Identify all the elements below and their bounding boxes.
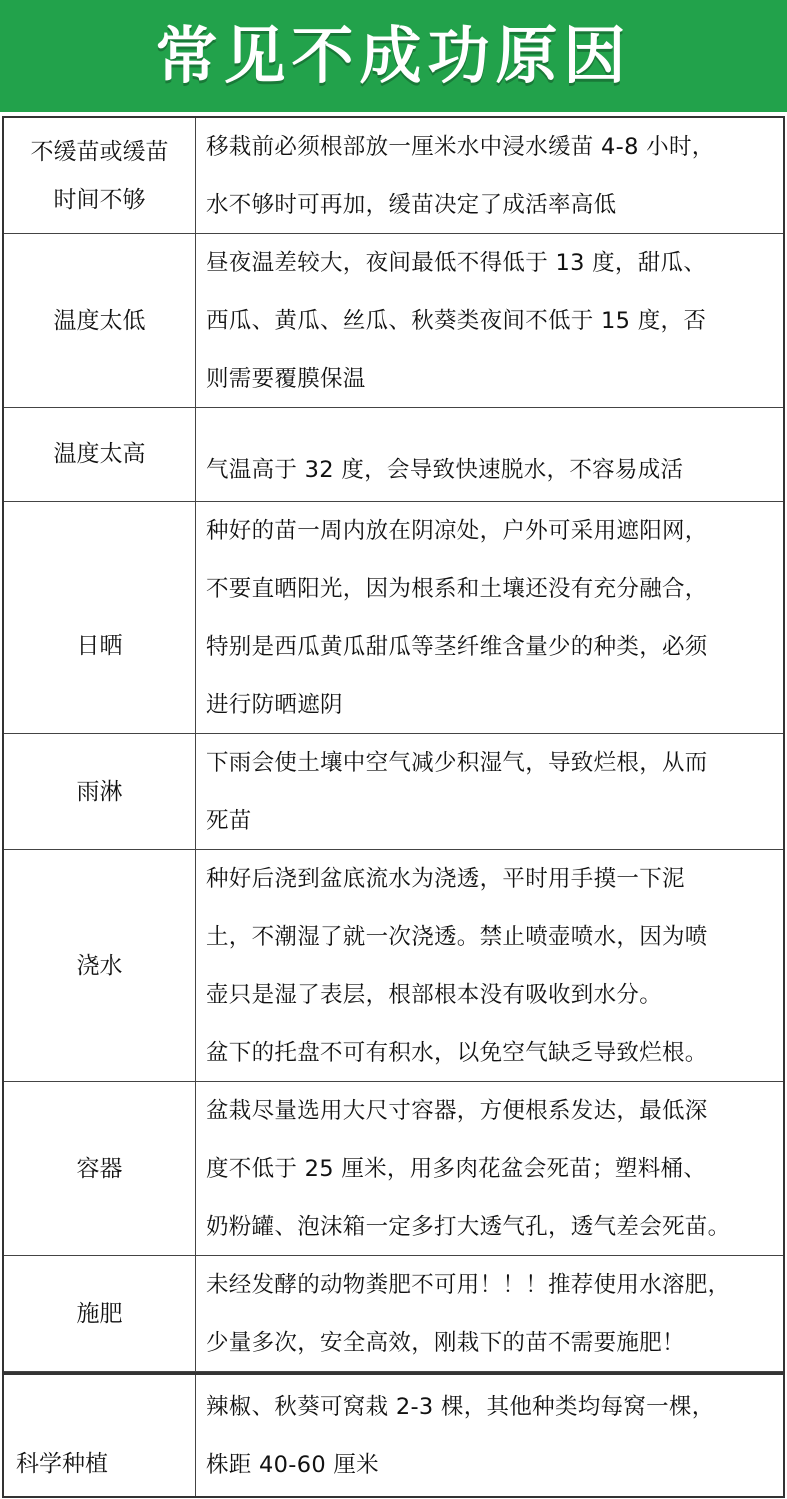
row-label (4, 118, 196, 233)
row-label (4, 1082, 196, 1255)
row-label (4, 234, 196, 407)
table-row (4, 1082, 783, 1256)
row-label-line: 容器 (76, 1155, 123, 1182)
row-label-line: 温度太高 (53, 441, 146, 467)
table-row (4, 234, 783, 408)
description-line: 少量多次，安全高效，刚栽下的苗不需要施肥！ (206, 1329, 685, 1356)
table-row (4, 408, 783, 502)
row-description (196, 1375, 783, 1496)
row-description (196, 408, 783, 501)
description-line: 下雨会使土壤中空气减少积湿气，导致烂根，从而 (206, 749, 708, 776)
row-description (196, 1082, 783, 1255)
description-line: 度不低于 25 厘米，用多肉花盆会死苗；塑料桶、 (206, 1155, 707, 1182)
table-row (4, 1372, 783, 1496)
row-label (4, 1256, 196, 1371)
description-line: 不要直晒阳光，因为根系和土壤还没有充分融合， (206, 575, 708, 602)
row-label-line: 科学种植 (16, 1451, 108, 1477)
description-line: 奶粉罐、泡沫箱一定多打大透气孔，透气差会死苗。 (206, 1213, 731, 1240)
row-label (4, 850, 196, 1081)
row-label-line: 日晒 (76, 632, 123, 659)
description-line: 则需要覆膜保温 (206, 365, 366, 392)
row-label-line: 浇水 (76, 952, 123, 979)
description-line: 未经发酵的动物粪肥不可用！！！推荐使用水溶肥， (206, 1271, 731, 1298)
description-line: 移栽前必须根部放一厘米水中浸水缓苗 4-8 小时， (206, 133, 715, 160)
row-description (196, 118, 783, 233)
row-label-line: 施肥 (76, 1300, 123, 1327)
description-line: 进行防晒遮阴 (206, 691, 343, 718)
row-label-line: 不缓苗或缓苗 (30, 138, 169, 165)
description-line: 昼夜温差较大，夜间最低不得低于 13 度，甜瓜、 (206, 249, 707, 276)
description-line: 特别是西瓜黄瓜甜瓜等茎纤维含量少的种类，必须 (206, 633, 708, 660)
table-row (4, 118, 783, 234)
row-description (196, 502, 783, 733)
row-label-line: 温度太低 (53, 307, 146, 334)
row-label (4, 408, 196, 501)
table-row (4, 734, 783, 850)
table-row (4, 502, 783, 734)
description-line: 辣椒、秋葵可窝栽 2-3 棵，其他种类均每窝一棵， (206, 1393, 715, 1420)
table-row (4, 850, 783, 1082)
description-line: 土，不潮湿了就一次浇透。禁止喷壶喷水，因为喷 (206, 923, 708, 950)
row-description (196, 850, 783, 1081)
description-line: 死苗 (206, 807, 252, 834)
row-description (196, 234, 783, 407)
description-line: 西瓜、黄瓜、丝瓜、秋葵类夜间不低于 15 度，否 (206, 307, 707, 334)
description-line: 种好后浇到盆底流水为浇透，平时用手摸一下泥 (206, 865, 685, 892)
row-description (196, 1256, 783, 1371)
description-line: 水不够时可再加，缓苗决定了成活率高低 (206, 191, 617, 218)
description-line: 种好的苗一周内放在阴凉处，户外可采用遮阳网， (206, 517, 708, 544)
row-label-line: 雨淋 (76, 778, 123, 805)
causes-table (2, 116, 785, 1498)
row-label-line: 时间不够 (53, 186, 146, 213)
row-description (196, 734, 783, 849)
page-title: 常见不成功原因 (155, 19, 632, 92)
description-line: 壶只是湿了表层，根部根本没有吸收到水分。 (206, 981, 663, 1008)
description-line: 气温高于 32 度，会导致快速脱水，不容易成活 (206, 457, 684, 483)
description-line: 盆栽尽量选用大尺寸容器，方便根系发达，最低深 (206, 1097, 708, 1124)
row-label (4, 502, 196, 733)
table-row (4, 1256, 783, 1372)
row-label (4, 1375, 196, 1496)
description-line: 株距 40-60 厘米 (206, 1451, 379, 1478)
title-banner (0, 0, 787, 112)
row-label (4, 734, 196, 849)
description-line: 盆下的托盘不可有积水，以免空气缺乏导致烂根。 (206, 1039, 708, 1066)
